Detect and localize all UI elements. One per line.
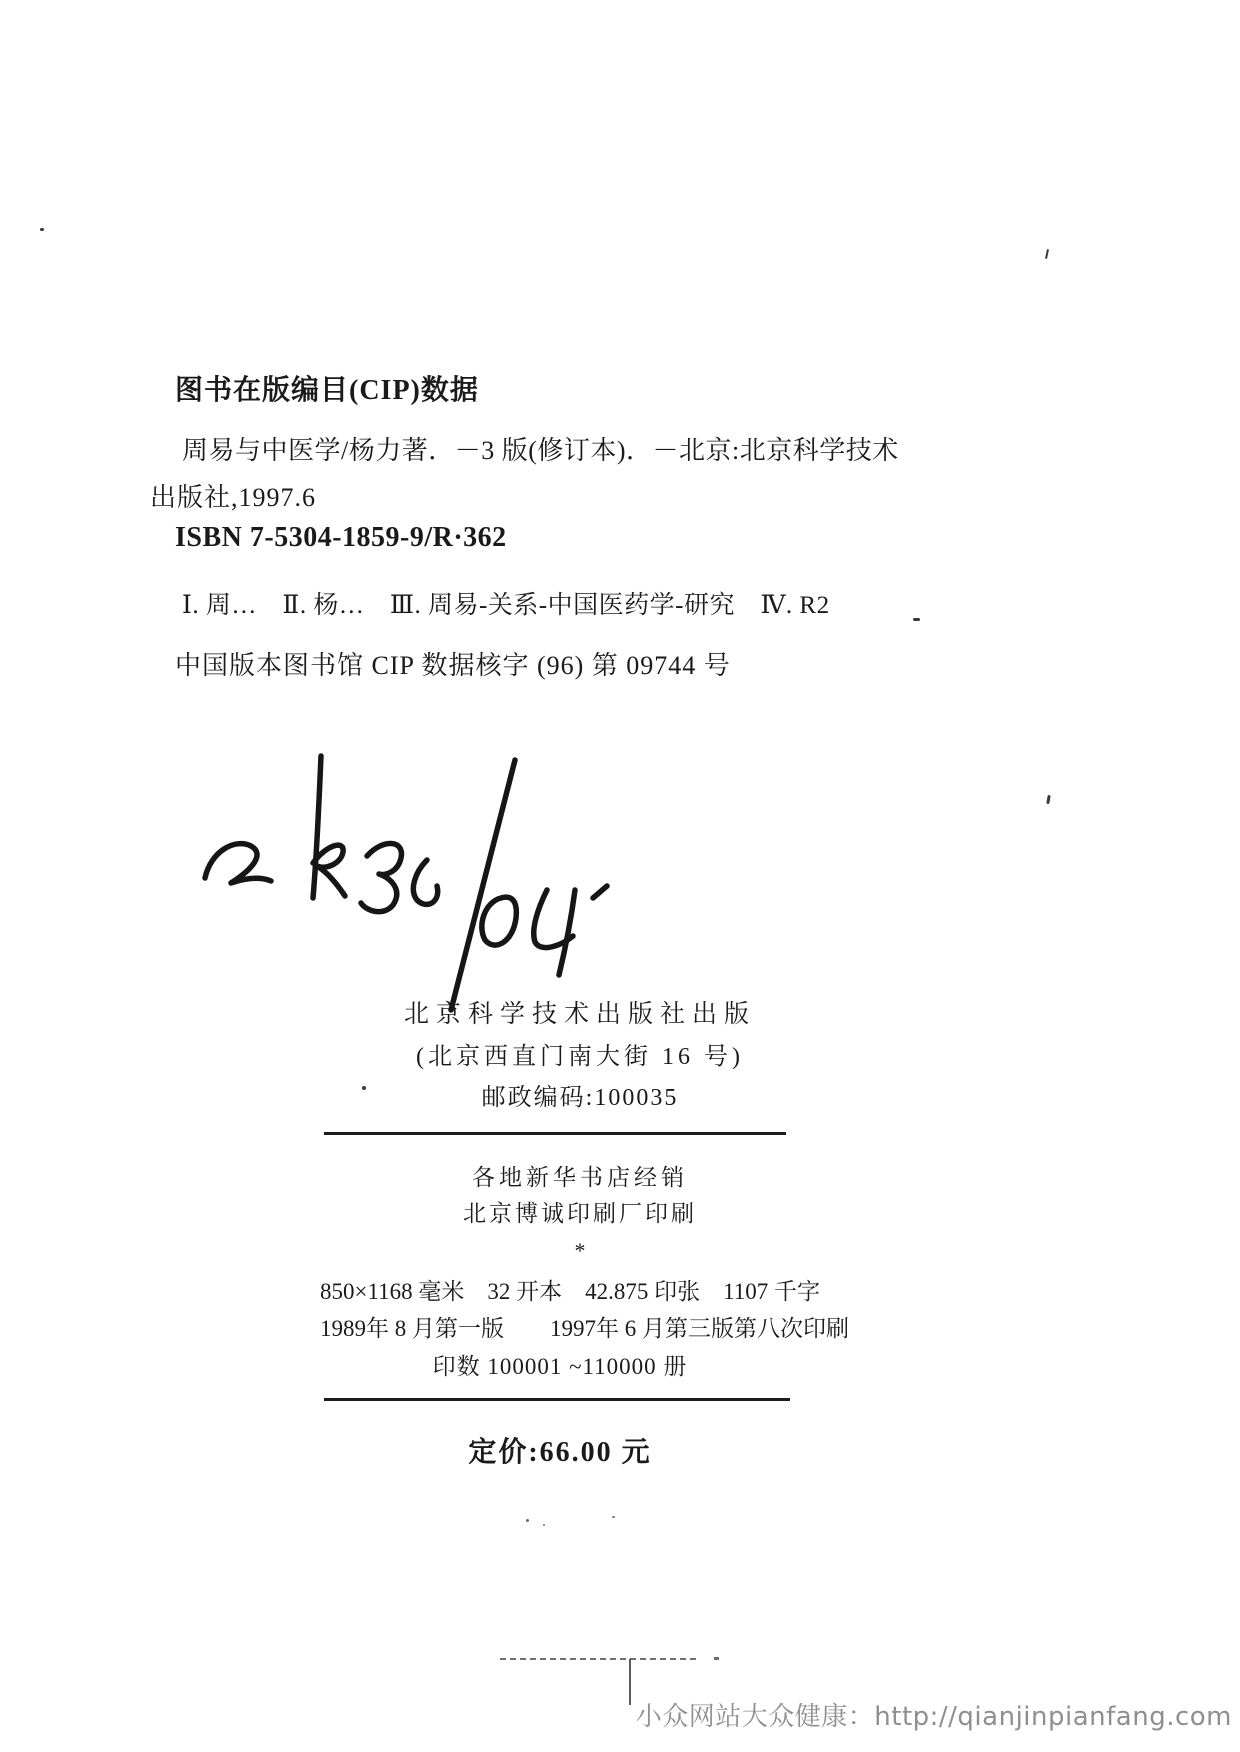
cip-heading: 图书在版编目(CIP)数据 — [175, 375, 479, 406]
printer-line: 北京博诚印刷厂印刷 — [463, 1201, 697, 1226]
scan-speck — [543, 1524, 545, 1526]
scan-speck — [1046, 795, 1051, 804]
handwritten-accession-number — [195, 748, 615, 1023]
scan-speck — [40, 228, 44, 231]
publisher-line: 北京科学技术出版社出版 — [403, 1001, 756, 1028]
site-watermark: 小众网站大众健康：http://qianjinpianfang.com — [635, 1702, 1232, 1732]
scan-artifact-dashed-line — [500, 1658, 696, 1660]
publisher-address-line: (北京西直门南大街 16 号) — [416, 1044, 744, 1070]
postal-code-line: 邮政编码:100035 — [481, 1085, 679, 1111]
handwriting-stroke-tick — [593, 886, 607, 898]
handwriting-stroke-3 — [361, 843, 401, 911]
cip-record-number-line: 中国版本图书馆 CIP 数据核字 (96) 第 09744 号 — [175, 651, 731, 680]
scan-speck — [362, 1086, 366, 1090]
cip-title-line-2: 出版社,1997.6 — [150, 483, 317, 512]
isbn-line: ISBN 7-5304-1859-9/R·362 — [175, 522, 507, 553]
asterisk-separator: * — [574, 1238, 586, 1263]
format-specs-line: 850×1168 毫米 32 开本 42.875 印张 1107 千字 — [320, 1279, 821, 1304]
handwriting-stroke-0 — [482, 897, 516, 945]
handwriting-stroke-2 — [205, 844, 271, 883]
horizontal-rule-bottom — [324, 1398, 790, 1401]
handwriting-stroke-4-stem — [559, 890, 575, 975]
handwriting-stroke-k-stem — [313, 756, 321, 898]
distribution-line: 各地新华书店经销 — [472, 1165, 688, 1190]
print-run-line: 印数 100001 ~110000 册 — [432, 1354, 688, 1379]
scan-speck — [612, 1516, 615, 1518]
horizontal-rule-top — [324, 1132, 786, 1135]
scan-speck — [913, 618, 920, 621]
cip-title-line: 周易与中医学/杨力著．－3 版(修订本)．－北京:北京科学技术 — [182, 436, 899, 465]
scan-speck — [1045, 249, 1049, 259]
cip-subjects-line: Ⅰ. 周… Ⅱ. 杨… Ⅲ. 周易-关系-中国医药学-研究 Ⅳ. R2 — [182, 592, 830, 619]
handwriting-stroke-5 — [413, 860, 437, 904]
edition-line: 1989年 8 月第一版 1997年 6 月第三版第八次印刷 — [320, 1316, 849, 1341]
scan-speck — [526, 1519, 529, 1522]
price-line: 定价:66.00 元 — [468, 1437, 652, 1468]
scan-artifact-dot — [714, 1657, 719, 1660]
handwriting-stroke-slash — [451, 760, 515, 1010]
